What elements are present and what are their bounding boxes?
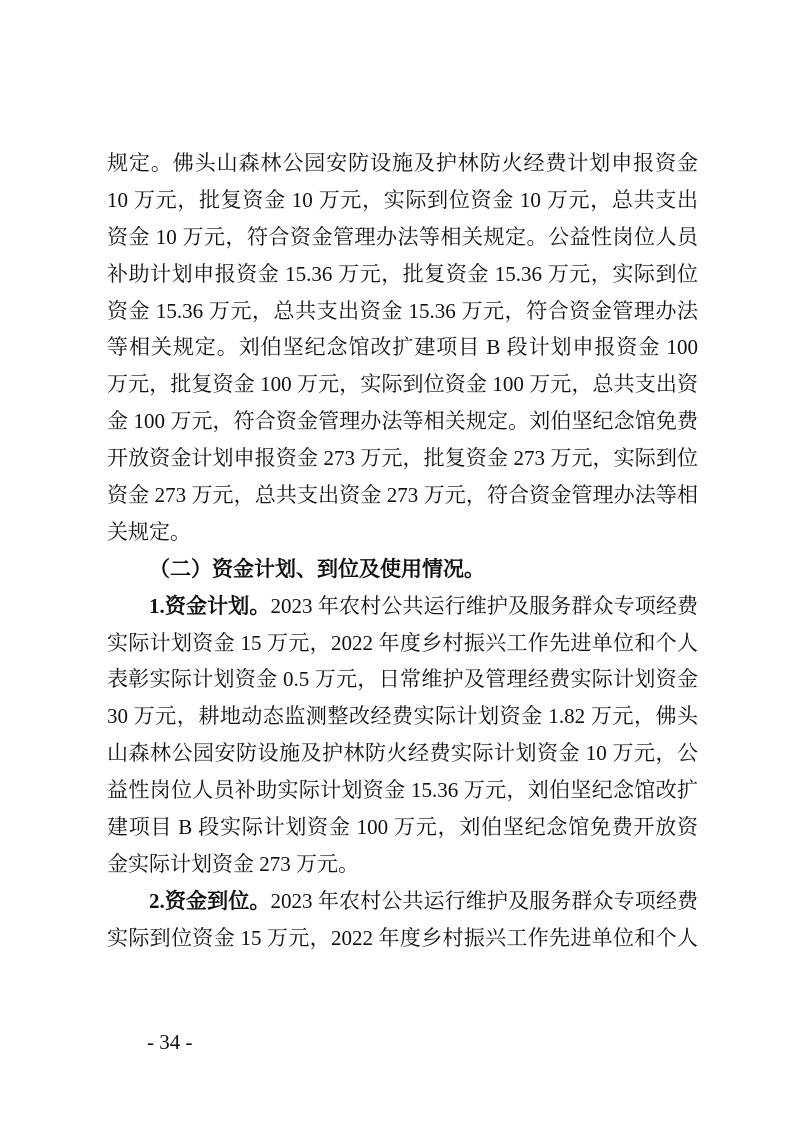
paragraph-funds-compliance (107, 145, 698, 551)
text-line: 30 万元，耕地动态监测整改经费实际计划资金 1.82 万元，佛头 (107, 704, 698, 729)
text-line: 金 100 万元，符合资金管理办法等相关规定。刘伯坚纪念馆免费 (107, 409, 698, 434)
item-label: 1.资金计划。 (149, 593, 271, 618)
text-line: 10 万元，批复资金 10 万元，实际到位资金 10 万元，总共支出 (107, 187, 698, 212)
text-line: 资金 10 万元，符合资金管理办法等相关规定。公益性岗位人员 (107, 224, 698, 249)
text-line: 表彰实际计划资金 0.5 万元，日常维护及管理经费实际计划资金 (107, 667, 698, 692)
document-body (107, 145, 698, 957)
paragraph-fund-arrival (107, 883, 698, 957)
line-text: 2023 年农村公共运行维护及服务群众专项经费 (270, 593, 698, 618)
text-line: 补助计划申报资金 15.36 万元，批复资金 15.36 万元，实际到位 (107, 261, 698, 286)
text-line: 资金 273 万元，总共支出资金 273 万元，符合资金管理办法等相 (107, 483, 698, 508)
text-line: 关规定。 (107, 519, 191, 544)
text-line: 万元，批复资金 100 万元，实际到位资金 100 万元，总共支出资 (107, 372, 698, 397)
line-text: 2023 年农村公共运行维护及服务群众专项经费 (270, 888, 698, 913)
text-line: 益性岗位人员补助实际计划资金 15.36 万元，刘伯坚纪念馆改扩 (107, 778, 698, 803)
page-number: - 34 - (147, 1030, 193, 1054)
text-line (107, 588, 698, 625)
text-line: 建项目 B 段实际计划资金 100 万元，刘伯坚纪念馆免费开放资 (107, 815, 698, 840)
text-line: 实际到位资金 15 万元，2022 年度乡村振兴工作先进单位和个人 (107, 925, 698, 950)
text-line (107, 883, 698, 920)
paragraph-fund-plan (107, 588, 698, 883)
item-label: 2.资金到位。 (149, 888, 271, 913)
text-line: 等相关规定。刘伯坚纪念馆改扩建项目 B 段计划申报资金 100 (107, 335, 698, 360)
text-line: 资金 15.36 万元，总共支出资金 15.36 万元，符合资金管理办法 (107, 298, 698, 323)
text-line: 规定。佛头山森林公园安防设施及护林防火经费计划申报资金 (107, 151, 698, 175)
section-heading: （二）资金计划、到位及使用情况。 (149, 556, 485, 581)
text-line: 山森林公园安防设施及护林防火经费实际计划资金 10 万元，公 (107, 741, 698, 766)
text-line: 实际计划资金 15 万元，2022 年度乡村振兴工作先进单位和个人 (107, 630, 698, 655)
text-line: 金实际计划资金 273 万元。 (107, 851, 359, 876)
text-line: 开放资金计划申报资金 273 万元，批复资金 273 万元，实际到位 (107, 446, 698, 471)
